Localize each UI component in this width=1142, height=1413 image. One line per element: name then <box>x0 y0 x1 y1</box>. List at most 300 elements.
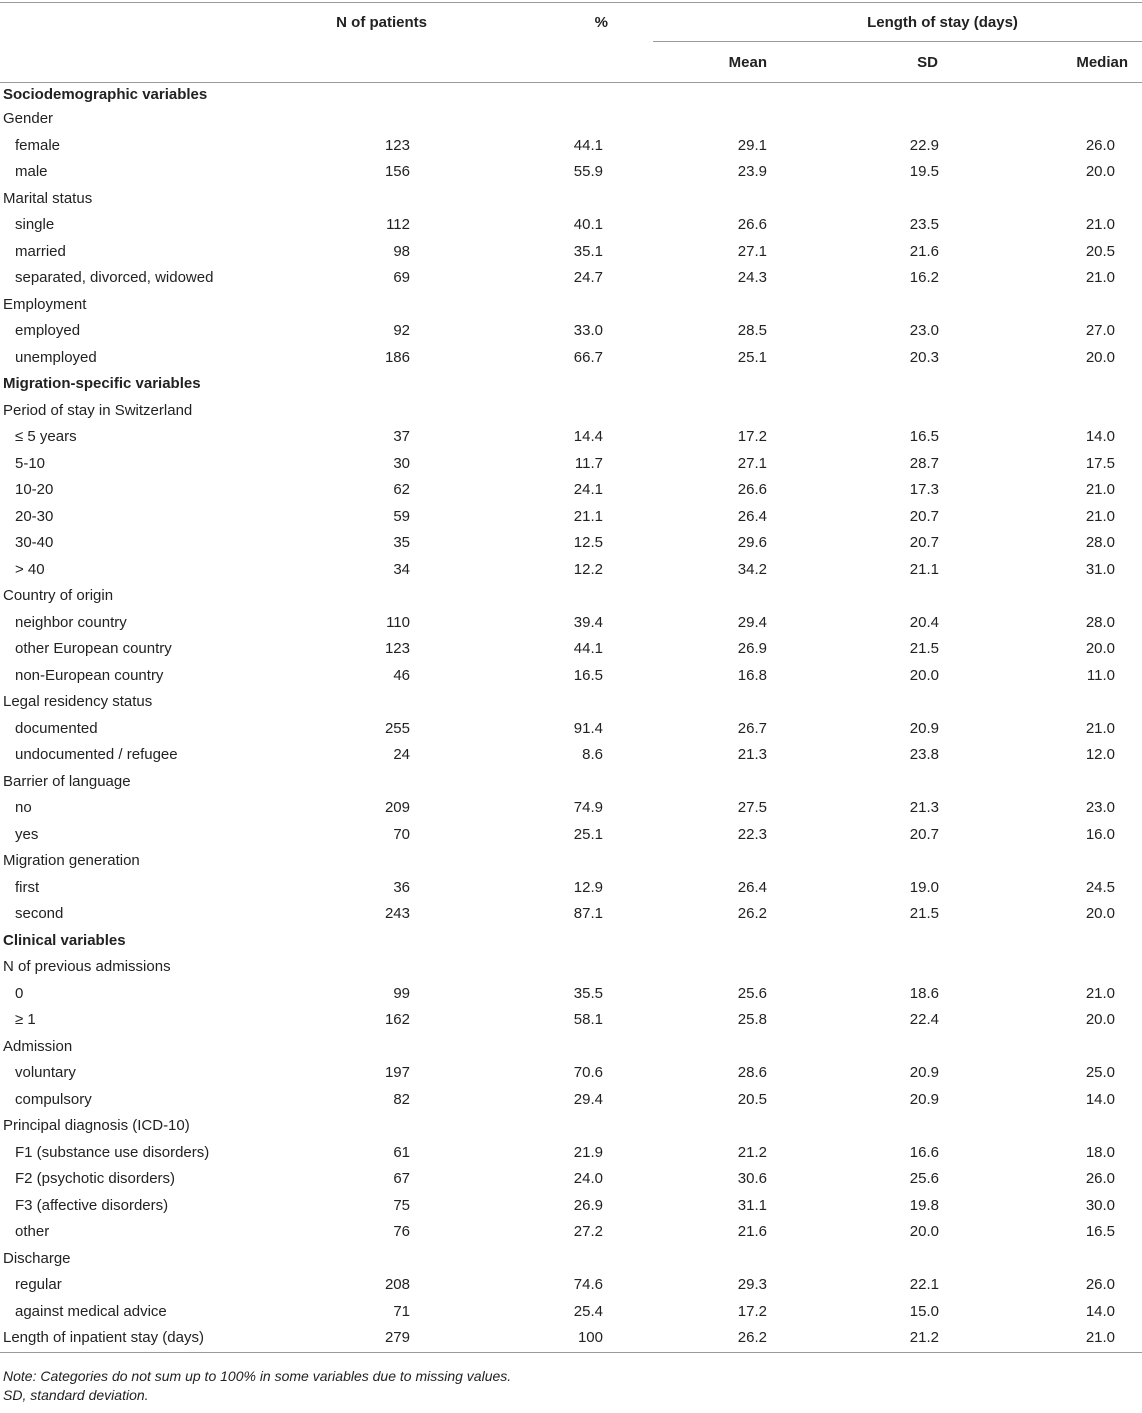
cell-sd: 21.3 <box>909 799 939 816</box>
cell-n <box>318 83 453 107</box>
cell-median: 20.0 <box>1085 1011 1116 1028</box>
cell-percent <box>453 769 653 796</box>
cell-n: 69 <box>393 269 410 286</box>
cell-mean <box>653 689 826 716</box>
cell-mean: 21.6 <box>737 1223 767 1240</box>
cell-mean <box>653 848 826 875</box>
cell-median: 21.0 <box>1085 984 1116 1002</box>
cell-median: 20.0 <box>1085 905 1116 922</box>
cell-mean: 26.4 <box>737 507 767 525</box>
cell-sd: 15.0 <box>909 1302 939 1320</box>
cell-sd <box>826 1034 989 1061</box>
cell-sd: 21.6 <box>909 242 939 260</box>
cell-mean: 29.4 <box>737 613 767 631</box>
row-label: ≥ 1 <box>15 1011 36 1028</box>
row-label: male <box>15 163 48 180</box>
cell-n: 46 <box>393 666 410 684</box>
cell-median <box>989 106 1142 133</box>
table-row <box>0 212 1142 239</box>
cell-mean: 28.5 <box>737 322 767 339</box>
cell-n: 255 <box>384 719 410 737</box>
row-label: Clinical variables <box>3 931 126 949</box>
total-row <box>0 1325 1142 1352</box>
row-label: Principal diagnosis (ICD-10) <box>3 1117 190 1134</box>
cell-sd: 19.0 <box>909 878 939 896</box>
cell-sd: 18.6 <box>909 984 939 1002</box>
cell-percent: 14.4 <box>573 428 603 445</box>
row-label: Period of stay in Switzerland <box>3 401 193 419</box>
cell-percent: 8.6 <box>582 746 603 763</box>
cell-percent: 29.4 <box>573 1090 603 1108</box>
cell-percent <box>453 398 653 425</box>
table-row <box>0 424 1142 451</box>
row-label: > 40 <box>15 560 45 578</box>
cell-sd <box>826 689 989 716</box>
cell-mean <box>653 928 826 955</box>
cell-n: 59 <box>393 507 410 525</box>
cell-percent: 74.6 <box>573 1276 603 1293</box>
cell-median <box>989 583 1142 610</box>
cell-median: 14.0 <box>1085 1302 1116 1320</box>
cell-percent: 27.2 <box>573 1223 603 1240</box>
header-sd: SD <box>826 42 989 83</box>
cell-sd: 23.8 <box>909 746 939 763</box>
cell-percent: 26.9 <box>573 1196 603 1214</box>
group-row <box>0 848 1142 875</box>
data-table <box>0 2 1142 1353</box>
cell-sd <box>826 371 989 398</box>
cell-n <box>318 583 453 610</box>
cell-median: 20.0 <box>1085 348 1116 366</box>
cell-sd: 16.5 <box>909 428 939 445</box>
cell-percent <box>453 1246 653 1273</box>
cell-mean <box>653 769 826 796</box>
cell-n: 82 <box>393 1090 410 1108</box>
cell-n: 36 <box>393 878 410 896</box>
cell-sd: 21.2 <box>826 1325 989 1352</box>
cell-mean: 29.1 <box>737 136 767 154</box>
table-row <box>0 981 1142 1008</box>
cell-percent: 24.0 <box>573 1170 603 1187</box>
cell-percent: 24.7 <box>573 269 603 286</box>
cell-median: 21.0 <box>1085 507 1116 525</box>
cell-n <box>318 928 453 955</box>
cell-median: 30.0 <box>1085 1196 1116 1214</box>
cell-mean: 25.8 <box>737 1011 767 1028</box>
cell-percent: 12.5 <box>573 534 603 551</box>
cell-n: 71 <box>393 1302 410 1320</box>
cell-percent: 91.4 <box>573 719 603 737</box>
table-row <box>0 133 1142 160</box>
cell-mean: 29.3 <box>737 1276 767 1293</box>
cell-median: 14.0 <box>1085 428 1116 445</box>
cell-percent: 11.7 <box>574 454 603 472</box>
cell-percent <box>453 689 653 716</box>
cell-mean: 26.2 <box>653 1325 826 1352</box>
cell-sd <box>826 928 989 955</box>
cell-n: 24 <box>393 746 410 763</box>
cell-n <box>318 848 453 875</box>
cell-percent: 12.9 <box>573 878 603 896</box>
cell-sd: 21.1 <box>909 560 939 578</box>
cell-mean: 28.6 <box>737 1064 767 1081</box>
cell-median <box>989 954 1142 981</box>
cell-n: 37 <box>393 428 410 445</box>
cell-n: 34 <box>393 560 410 578</box>
table-row <box>0 610 1142 637</box>
cell-mean: 29.6 <box>737 534 767 551</box>
row-label: F1 (substance use disorders) <box>15 1143 210 1161</box>
cell-median: 20.0 <box>1085 640 1116 657</box>
cell-mean: 27.1 <box>737 454 767 472</box>
note-sd-abbreviation: SD, standard deviation. <box>3 1386 149 1403</box>
cell-median: 26.0 <box>1085 1170 1116 1187</box>
note-missing-values: Note: Categories do not sum up to 100% in some variables due to missing values. <box>3 1367 512 1384</box>
cell-n <box>318 954 453 981</box>
row-label: non-European country <box>15 666 164 684</box>
cell-mean: 20.5 <box>737 1090 767 1108</box>
section-row <box>0 83 1142 107</box>
cell-n: 75 <box>393 1196 410 1214</box>
cell-mean <box>653 83 826 107</box>
row-label: married <box>15 242 66 260</box>
row-label: Sociodemographic variables <box>3 86 208 103</box>
section-row <box>0 928 1142 955</box>
cell-n: 98 <box>393 242 410 260</box>
group-row <box>0 186 1142 213</box>
cell-median: 21.0 <box>1085 216 1116 233</box>
row-label: single <box>15 216 55 233</box>
cell-mean <box>653 398 826 425</box>
cell-mean <box>653 292 826 319</box>
cell-n: 156 <box>384 163 410 180</box>
cell-mean <box>653 583 826 610</box>
table-row <box>0 318 1142 345</box>
cell-sd: 20.9 <box>909 1090 939 1108</box>
cell-mean: 27.1 <box>737 242 767 260</box>
table-row <box>0 557 1142 584</box>
cell-median: 28.0 <box>1085 613 1116 631</box>
cell-n: 76 <box>393 1223 410 1240</box>
cell-median: 20.5 <box>1085 242 1116 260</box>
row-label: Employment <box>3 295 87 313</box>
cell-sd: 20.0 <box>909 666 939 684</box>
row-label: Admission <box>3 1037 73 1055</box>
cell-sd <box>826 583 989 610</box>
row-label: Marital status <box>3 189 93 207</box>
cell-percent: 33.0 <box>573 322 603 339</box>
group-row <box>0 106 1142 133</box>
row-label: undocumented / refugee <box>15 746 178 763</box>
cell-percent: 21.9 <box>573 1143 603 1161</box>
cell-median: 16.0 <box>1085 825 1116 843</box>
table-row <box>0 239 1142 266</box>
cell-mean <box>653 1246 826 1273</box>
cell-mean: 21.3 <box>737 746 767 763</box>
cell-sd: 20.0 <box>909 1223 939 1240</box>
cell-median: 26.0 <box>1085 136 1116 154</box>
group-row <box>0 1246 1142 1273</box>
row-label: ≤ 5 years <box>15 428 77 445</box>
section-row <box>0 371 1142 398</box>
row-label: employed <box>15 322 81 339</box>
table-row <box>0 875 1142 902</box>
cell-percent: 35.5 <box>573 984 603 1002</box>
cell-sd <box>826 186 989 213</box>
cell-n: 35 <box>393 534 410 551</box>
cell-sd: 25.6 <box>909 1170 939 1187</box>
cell-mean: 26.4 <box>737 878 767 896</box>
row-label: N of previous admissions <box>3 958 171 975</box>
header-blank <box>0 3 318 42</box>
cell-median <box>989 769 1142 796</box>
cell-median <box>989 371 1142 398</box>
cell-sd: 20.3 <box>909 348 939 366</box>
cell-mean: 26.6 <box>737 481 767 498</box>
cell-percent: 35.1 <box>573 242 603 260</box>
cell-mean <box>653 186 826 213</box>
cell-mean: 17.2 <box>737 1302 767 1320</box>
group-row <box>0 769 1142 796</box>
cell-sd <box>826 106 989 133</box>
cell-mean <box>653 371 826 398</box>
cell-mean: 22.3 <box>737 825 767 843</box>
cell-sd <box>826 1246 989 1273</box>
cell-mean: 30.6 <box>737 1170 767 1187</box>
cell-sd: 16.6 <box>909 1143 939 1161</box>
table-row <box>0 265 1142 292</box>
cell-sd: 16.2 <box>909 269 939 286</box>
cell-median: 11.0 <box>1086 666 1116 684</box>
cell-n <box>318 398 453 425</box>
cell-median <box>989 1034 1142 1061</box>
table-row <box>0 1087 1142 1114</box>
cell-median <box>989 1113 1142 1140</box>
cell-median <box>989 398 1142 425</box>
cell-percent <box>453 1113 653 1140</box>
row-label: Gender <box>3 110 54 127</box>
cell-percent <box>453 583 653 610</box>
cell-percent: 25.4 <box>573 1302 603 1320</box>
table-row <box>0 822 1142 849</box>
row-label: 30-40 <box>15 534 54 551</box>
row-label: unemployed <box>15 348 97 366</box>
cell-percent <box>453 83 653 107</box>
cell-percent <box>453 371 653 398</box>
cell-sd: 22.9 <box>909 136 939 154</box>
row-label: 20-30 <box>15 507 54 525</box>
cell-mean <box>653 1113 826 1140</box>
table-row <box>0 1060 1142 1087</box>
cell-sd: 19.5 <box>909 163 939 180</box>
cell-n: 70 <box>393 825 410 843</box>
cell-sd: 19.8 <box>909 1196 939 1214</box>
cell-mean: 17.2 <box>737 428 767 445</box>
cell-median: 17.5 <box>1085 454 1116 472</box>
cell-percent: 44.1 <box>573 136 603 154</box>
cell-mean: 21.2 <box>737 1143 767 1161</box>
cell-sd: 21.5 <box>909 640 939 657</box>
cell-n: 61 <box>393 1143 410 1161</box>
cell-median: 21.0 <box>1085 269 1116 286</box>
cell-mean: 26.7 <box>737 719 767 737</box>
row-label: second <box>15 905 64 922</box>
row-label: 5-10 <box>15 454 46 472</box>
group-row <box>0 583 1142 610</box>
cell-percent: 74.9 <box>573 799 603 816</box>
cell-sd <box>826 292 989 319</box>
row-label: voluntary <box>15 1064 76 1081</box>
cell-sd: 20.9 <box>909 1064 939 1081</box>
cell-median <box>989 1246 1142 1273</box>
table-notes <box>0 1367 1142 1405</box>
group-row <box>0 292 1142 319</box>
table-row <box>0 451 1142 478</box>
cell-median: 28.0 <box>1085 534 1116 551</box>
cell-n: 208 <box>384 1276 410 1293</box>
cell-median <box>989 689 1142 716</box>
table-row <box>0 1140 1142 1167</box>
cell-mean: 26.2 <box>737 905 767 922</box>
cell-n: 186 <box>384 348 410 366</box>
cell-median: 12.0 <box>1085 746 1116 763</box>
cell-n: 162 <box>384 1011 410 1028</box>
header-percent: % <box>453 3 653 42</box>
cell-percent: 87.1 <box>573 905 603 922</box>
group-row <box>0 689 1142 716</box>
table-row <box>0 716 1142 743</box>
row-label: F2 (psychotic disorders) <box>15 1170 176 1187</box>
cell-median: 23.0 <box>1085 799 1116 816</box>
row-label: other <box>15 1223 50 1240</box>
row-label: compulsory <box>15 1090 92 1108</box>
cell-percent: 55.9 <box>573 163 603 180</box>
row-label: Legal residency status <box>3 693 153 710</box>
cell-n: 30 <box>393 454 410 472</box>
cell-n <box>318 292 453 319</box>
cell-percent: 16.5 <box>573 666 603 684</box>
cell-sd: 22.1 <box>909 1276 939 1293</box>
cell-n: 197 <box>384 1064 410 1081</box>
cell-median <box>989 848 1142 875</box>
cell-n: 62 <box>393 481 410 498</box>
cell-n: 279 <box>318 1325 453 1352</box>
table-row <box>0 742 1142 769</box>
row-label: Migration generation <box>3 852 140 869</box>
cell-n <box>318 1246 453 1273</box>
cell-mean: 26.9 <box>737 640 767 657</box>
header-median: Median <box>989 42 1142 83</box>
row-label: 0 <box>15 984 24 1002</box>
cell-mean <box>653 1034 826 1061</box>
cell-n <box>318 1034 453 1061</box>
cell-median <box>989 186 1142 213</box>
cell-sd: 17.3 <box>909 481 939 498</box>
header-length-of-stay: Length of stay (days) <box>653 3 1142 42</box>
cell-sd <box>826 1113 989 1140</box>
row-label: Barrier of language <box>3 772 131 790</box>
cell-n <box>318 371 453 398</box>
cell-n: 67 <box>393 1170 410 1187</box>
cell-median: 21.0 <box>1085 481 1116 498</box>
cell-percent: 44.1 <box>573 640 603 657</box>
cell-percent: 70.6 <box>573 1064 603 1081</box>
table-row <box>0 1299 1142 1326</box>
cell-sd: 23.5 <box>909 216 939 233</box>
cell-percent: 25.1 <box>573 825 603 843</box>
row-label: first <box>15 878 40 896</box>
cell-percent <box>453 106 653 133</box>
row-label: Migration-specific variables <box>3 375 201 392</box>
cell-n: 123 <box>384 136 410 154</box>
row-label: 10-20 <box>15 481 54 498</box>
row-label: separated, divorced, widowed <box>15 269 214 286</box>
cell-median: 27.0 <box>1085 322 1116 339</box>
cell-percent: 66.7 <box>573 348 603 366</box>
cell-sd: 20.7 <box>909 507 939 525</box>
table-row <box>0 901 1142 928</box>
table-row <box>0 1219 1142 1246</box>
cell-median: 14.0 <box>1085 1090 1116 1108</box>
cell-percent <box>453 848 653 875</box>
cell-sd: 20.7 <box>909 825 939 843</box>
group-row <box>0 1034 1142 1061</box>
cell-percent: 21.1 <box>573 507 603 525</box>
row-label: regular <box>15 1276 62 1293</box>
table-row <box>0 663 1142 690</box>
table-row <box>0 504 1142 531</box>
cell-percent: 24.1 <box>573 481 603 498</box>
table-body <box>0 83 1142 1353</box>
cell-n <box>318 186 453 213</box>
cell-mean: 26.6 <box>737 216 767 233</box>
cell-median: 24.5 <box>1085 878 1116 896</box>
cell-sd <box>826 769 989 796</box>
cell-sd: 20.9 <box>909 719 939 737</box>
cell-mean: 27.5 <box>737 799 767 816</box>
table-row <box>0 159 1142 186</box>
cell-median: 21.0 <box>989 1325 1142 1352</box>
cell-mean: 23.9 <box>737 163 767 180</box>
table-row <box>0 636 1142 663</box>
cell-n: 99 <box>393 984 410 1002</box>
cell-mean: 25.6 <box>737 984 767 1002</box>
cell-mean: 31.1 <box>737 1196 767 1214</box>
group-row <box>0 1113 1142 1140</box>
cell-percent: 58.1 <box>573 1011 603 1028</box>
cell-sd <box>826 398 989 425</box>
row-label: neighbor country <box>15 613 127 631</box>
table-row <box>0 1166 1142 1193</box>
cell-n <box>318 1113 453 1140</box>
cell-sd <box>826 954 989 981</box>
table-row <box>0 345 1142 372</box>
cell-median: 25.0 <box>1085 1064 1116 1081</box>
cell-median <box>989 292 1142 319</box>
cell-mean <box>653 954 826 981</box>
row-label: no <box>15 799 32 816</box>
cell-median: 21.0 <box>1085 719 1116 737</box>
cell-percent: 40.1 <box>573 216 603 233</box>
cell-n: 209 <box>384 799 410 816</box>
cell-median <box>989 928 1142 955</box>
cell-percent <box>453 928 653 955</box>
cell-median: 18.0 <box>1085 1143 1116 1161</box>
cell-percent: 100 <box>453 1325 653 1352</box>
header-mean: Mean <box>653 42 826 83</box>
cell-n: 112 <box>386 216 410 233</box>
cell-sd <box>826 83 989 107</box>
